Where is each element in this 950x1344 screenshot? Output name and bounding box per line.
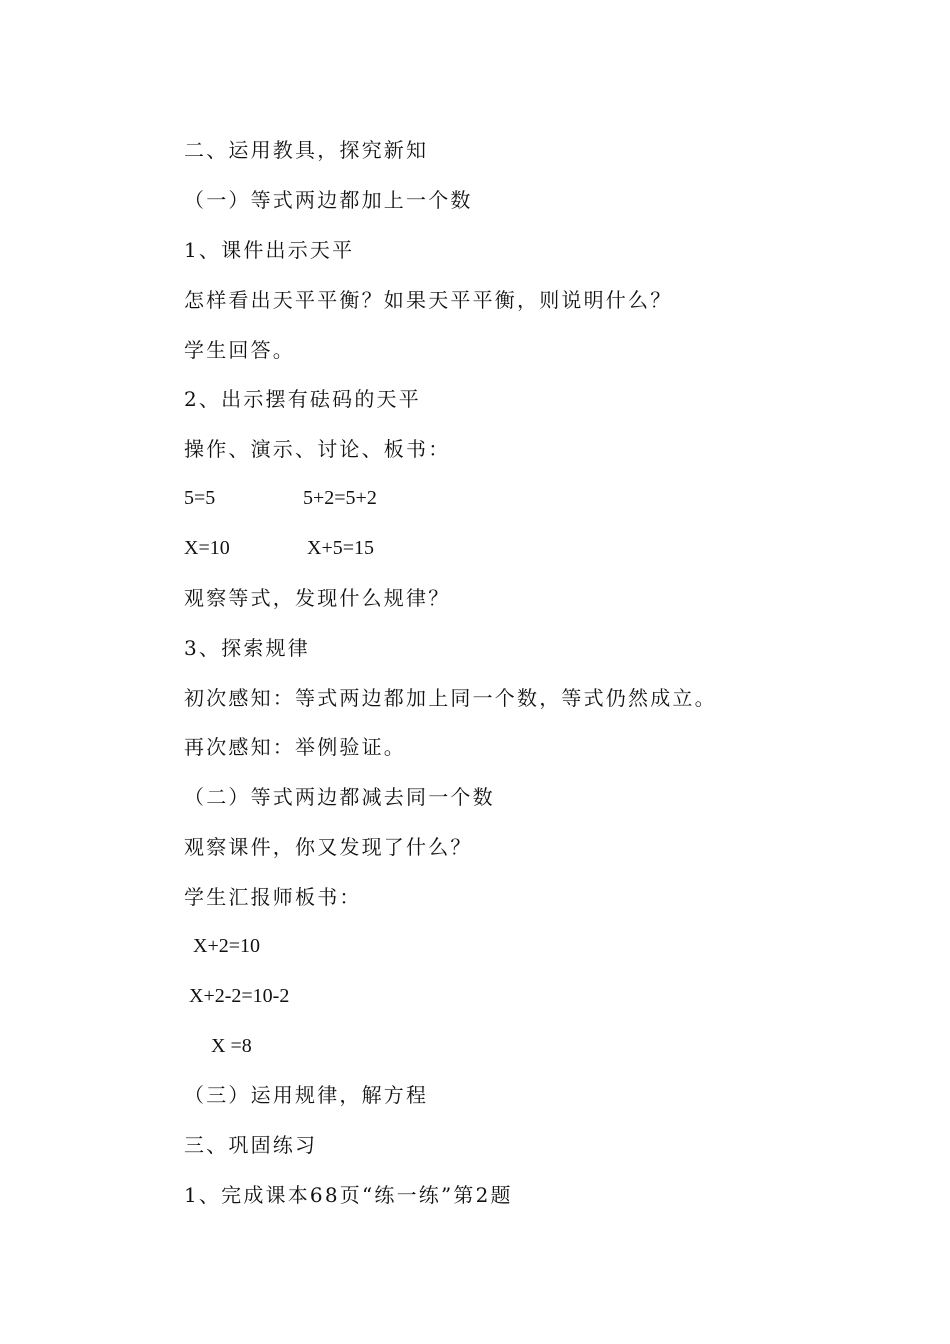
step-1-text: 1、课件出示天平 [184, 238, 355, 262]
subsection-heading-1: （一）等式两边都加上一个数 [184, 188, 473, 212]
equation-right-2: X+5=15 [307, 537, 375, 559]
section-heading-3: 三、巩固练习 [184, 1133, 318, 1157]
subsection-heading-3: （三）运用规律，解方程 [184, 1083, 429, 1107]
subsection-heading-2: （二）等式两边都减去同一个数 [184, 785, 495, 809]
equation-left-1: 5=5 [184, 487, 216, 509]
board-writing-text: 操作、演示、讨论、板书： [184, 437, 451, 461]
step-3-text: 3、探索规律 [184, 636, 310, 660]
solve-step-3: X =8 [211, 1035, 252, 1057]
equation-right-1: 5+2=5+2 [303, 487, 377, 509]
student-report-text: 学生汇报师板书： [184, 885, 362, 909]
equation-left-2: X=10 [184, 537, 230, 559]
section-heading-2: 二、运用教具，探究新知 [184, 138, 429, 162]
solve-step-2: X+2-2=10-2 [189, 985, 290, 1007]
question-text: 怎样看出天平平衡？如果天平平衡，则说明什么？ [184, 288, 673, 312]
solve-step-1: X+2=10 [193, 935, 261, 957]
step-2-text: 2、出示摆有砝码的天平 [184, 387, 421, 411]
observe-text: 观察等式，发现什么规律？ [184, 586, 451, 610]
first-perception-text: 初次感知：等式两边都加上同一个数，等式仍然成立。 [184, 686, 717, 710]
exercise-1-text: 1、完成课本68页“练一练”第2题 [184, 1183, 513, 1207]
student-answer-text: 学生回答。 [184, 338, 295, 362]
observe-courseware-text: 观察课件，你又发现了什么？ [184, 835, 473, 859]
second-perception-text: 再次感知：举例验证。 [184, 735, 406, 759]
